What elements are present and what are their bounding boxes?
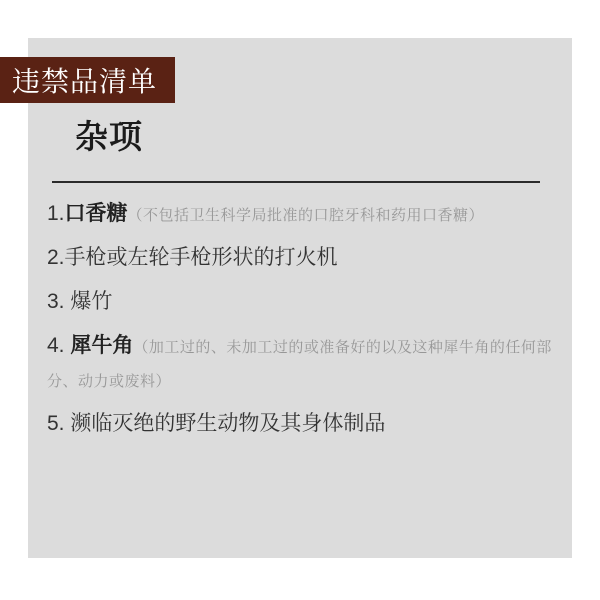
item-text: 濒临灭绝的野生动物及其身体制品 [70,412,386,435]
item-number: 2. [47,246,65,269]
item-note: （加工过的、未加工过的或准备好的以及这种犀牛角的任何部分、动力或废料） [47,339,552,390]
item-number: 1. [47,202,65,225]
item-text: 手枪或左轮手枪形状的打火机 [64,246,338,269]
list-item [47,408,552,442]
page-title: 违禁品清单 [12,66,158,97]
prohibited-items-list [47,198,552,452]
item-text: 口香糖 [64,202,128,225]
item-number: 4. [47,334,71,357]
list-item [47,242,552,276]
item-number: 3. [47,290,71,313]
list-item [47,286,552,320]
divider-line [52,181,540,183]
item-text: 犀牛角 [70,334,134,357]
item-note: （不包括卫生科学局批准的口腔牙科和药用口香糖） [127,207,485,224]
section-title: 杂项 [75,118,143,155]
page-title-bar [0,57,175,103]
item-text: 爆竹 [70,290,113,313]
list-item [47,330,552,398]
item-number: 5. [47,412,71,435]
list-item [47,198,552,232]
